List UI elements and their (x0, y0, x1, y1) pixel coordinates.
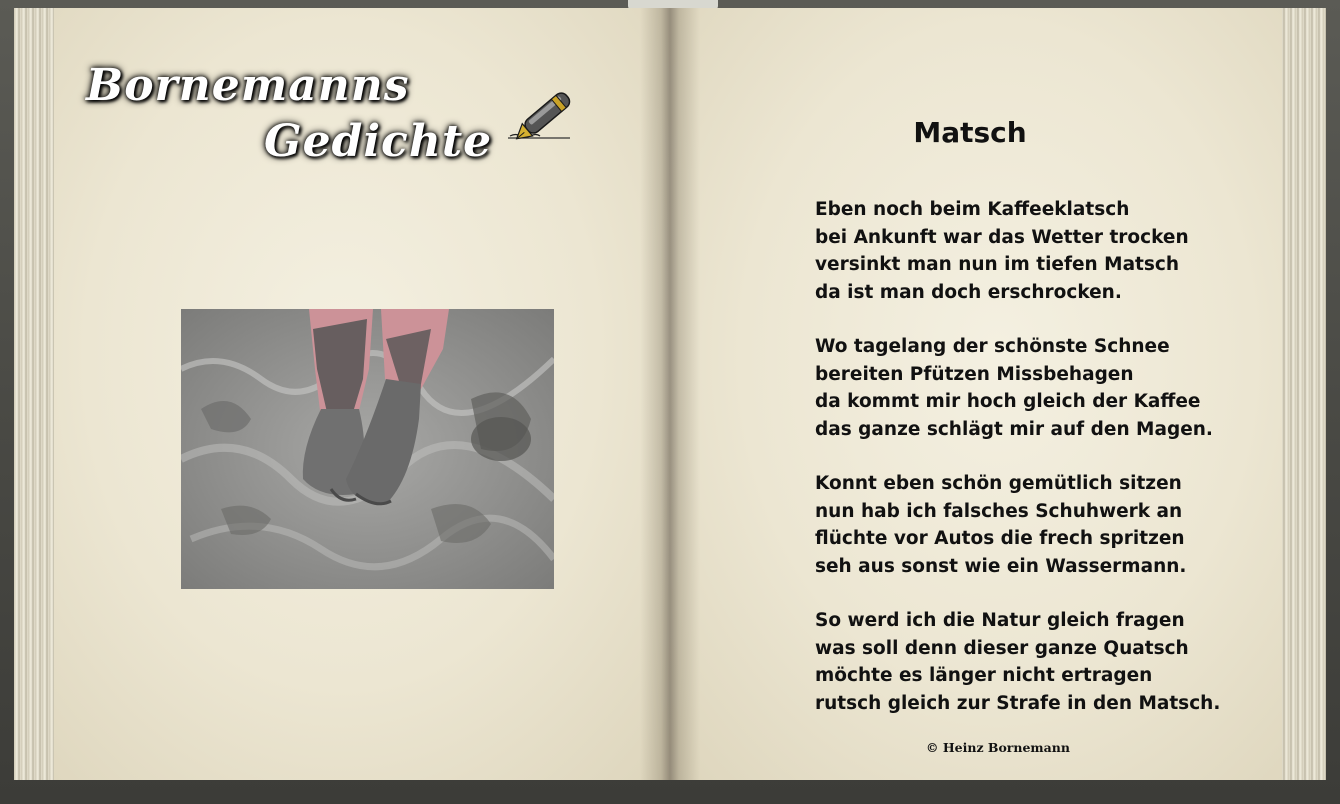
poem-line: bereiten Pfützen Missbehagen (815, 363, 1134, 385)
poem-line: bei Ankunft war das Wetter trocken (815, 226, 1189, 248)
right-page-gutter (670, 8, 700, 780)
poem-stanza (815, 470, 1215, 580)
poem-stanza (815, 196, 1215, 306)
poem-line: Eben noch beim Kaffeeklatsch (815, 199, 1130, 220)
logo-gedichte: Gedichte (264, 116, 493, 167)
poem-line: Wo tagelang der schönste Schnee (815, 336, 1170, 357)
logo-bornemanns: Bornemanns (86, 60, 410, 111)
right-page (670, 8, 1326, 780)
mud-feet-photo (181, 309, 554, 589)
poem-line: das ganze schlägt mir auf den Magen. (815, 418, 1213, 440)
fountain-pen-icon (500, 80, 590, 150)
poem-line: versinkt man nun im tiefen Matsch (815, 254, 1180, 275)
poem-stanza (815, 607, 1221, 717)
left-page-gutter (640, 8, 670, 780)
poem-stanza (815, 333, 1215, 443)
poem-line: Konnt eben schön gemütlich sitzen (815, 473, 1182, 494)
poem-line: So werd ich die Natur gleich fragen (815, 610, 1185, 631)
poem-line: da kommt mir hoch gleich der Kaffee (815, 391, 1201, 412)
poem-line: nun hab ich falsches Schuhwerk an (815, 500, 1183, 522)
poem-body (815, 196, 1221, 744)
poem-line: was soll denn dieser ganze Quatsch (815, 637, 1189, 659)
mud-photo-illustration (181, 309, 554, 589)
poem-line: flüchte vor Autos die frech spritzen (815, 528, 1185, 549)
right-page-edges (1282, 8, 1326, 780)
poem-line: möchte es länger nicht ertragen (815, 665, 1153, 686)
poem-title: Matsch (913, 116, 1027, 149)
poem-line: seh aus sonst wie ein Wassermann. (815, 555, 1187, 577)
poem-line: rutsch gleich zur Strafe in den Matsch. (815, 692, 1221, 714)
copyright-notice: © Heinz Bornemann (926, 740, 1070, 755)
left-page-edges (14, 8, 54, 780)
poem-line: da ist man doch erschrocken. (815, 281, 1122, 303)
left-page (14, 8, 670, 780)
